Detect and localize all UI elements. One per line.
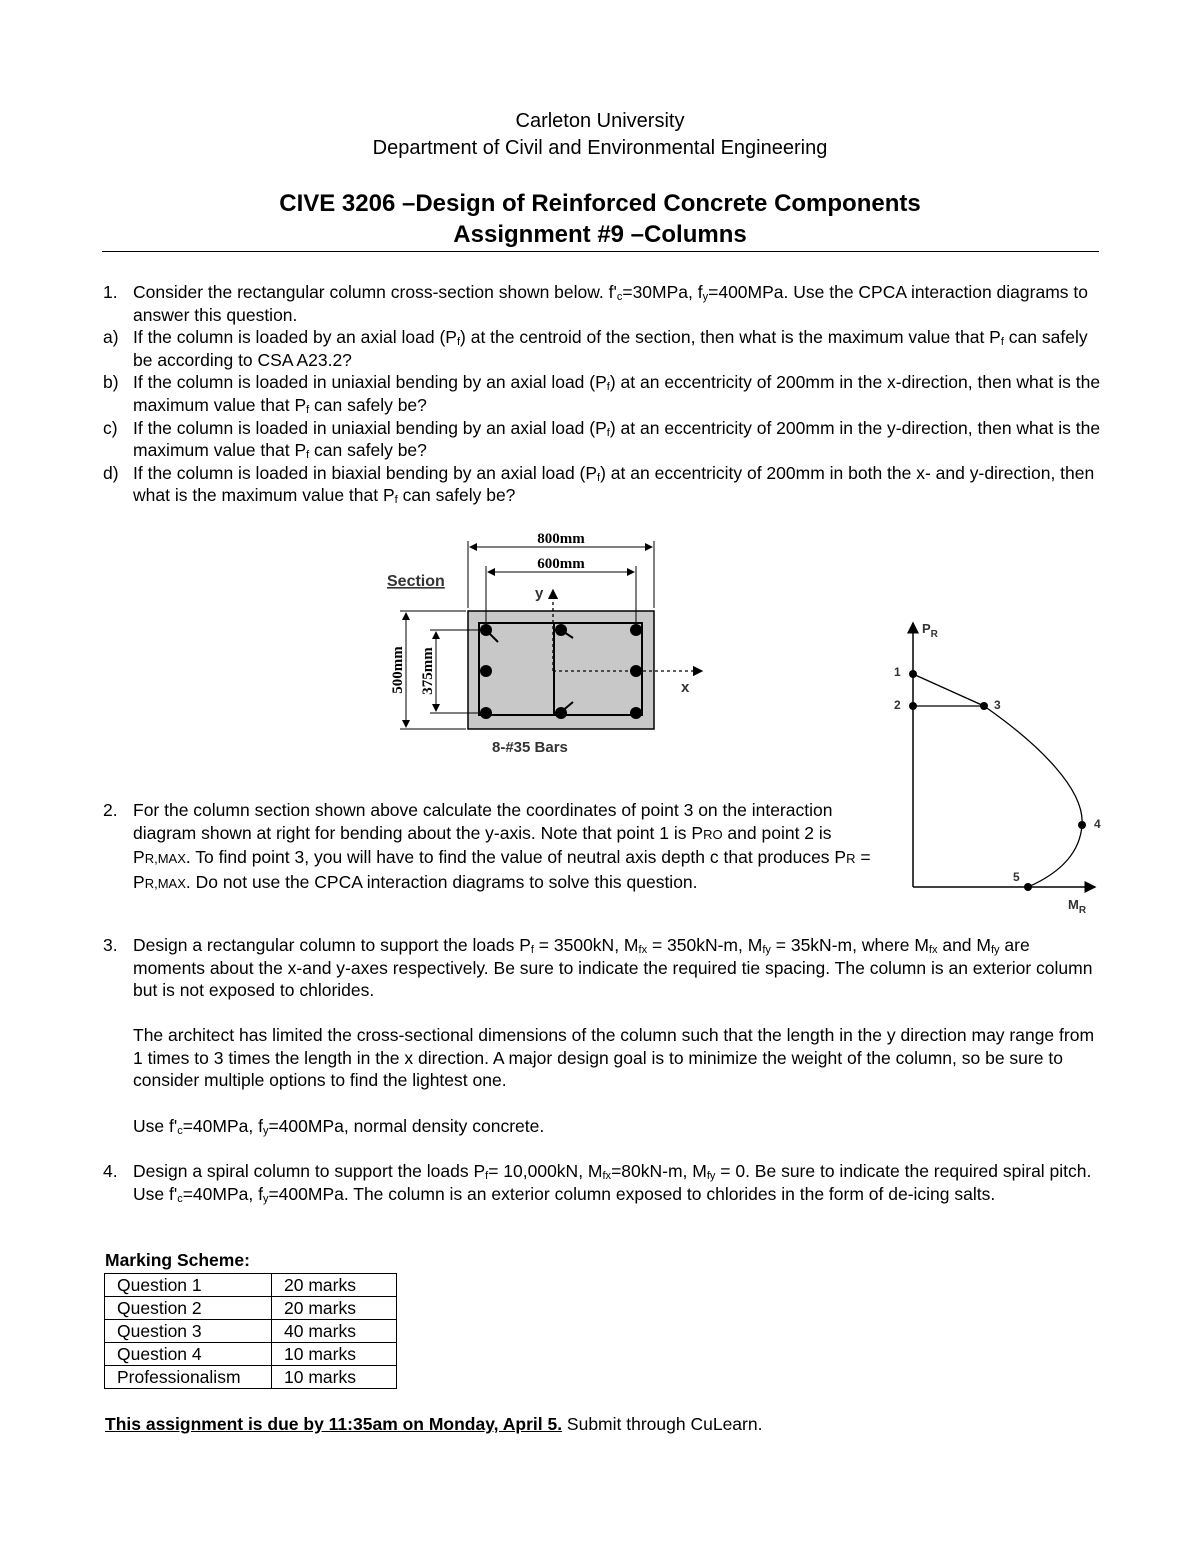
assignment-title: Assignment #9 –Columns	[453, 221, 747, 248]
question-1	[103, 281, 1103, 507]
due-statement	[105, 1414, 762, 1435]
q1-part-c: c) If the column is loaded in uniaxial bending by an axial load $(P_f)$ at an eccentricity of 200mm in the y-direction, then what is the maximum value that $P_f$ can safely be?	[103, 417, 1101, 462]
interaction-diagram	[880, 615, 1110, 920]
y-axis-label: y	[535, 585, 544, 602]
q1-intro: 1. Consider the rectangular column cross-section shown below. $f'_c=30MPa$, $f_y=400MPa$. Use the CPCA interaction diagrams to answer this question.	[103, 282, 1088, 325]
marking-scheme-table	[104, 1273, 397, 1389]
table-row: Question 3 40 marks	[105, 1320, 397, 1343]
outer-width-label: 800mm	[537, 531, 585, 547]
table-row: Question 1 20 marks	[105, 1274, 397, 1297]
point-1-label: 1	[894, 665, 901, 679]
course-title: CIVE 3206 –Design of Reinforced Concrete Components	[279, 190, 921, 217]
point-4	[1078, 821, 1086, 829]
section-title: Section	[387, 573, 445, 590]
rebar	[630, 707, 642, 719]
submission-note: Submit through CuLearn.	[562, 1414, 763, 1434]
point-4-label: 4	[1094, 817, 1101, 831]
table-row: Professionalism 10 marks	[105, 1366, 397, 1389]
department-name: Department of Civil and Environmental Engineering	[372, 137, 828, 159]
rebar	[630, 624, 642, 636]
rebar	[555, 707, 567, 719]
point-3	[980, 702, 988, 710]
question-4: 4. Design a spiral column to support the loads $P_f= 10,000kN$, $M_{fx}=80kN-m$, $M_{fy} = 0$. Be sure to indicate the required spiral pitch. Use $f'_c=40MPa$, $f_y=400MPa$. The column is an exterior column exposed to chlorides in the form of de-icing salts.	[103, 1161, 1092, 1205]
q3-paragraph-3: Use $f'_c=40MPa$, $f_y=400MPa$, normal density concrete.	[133, 1116, 545, 1137]
point-2	[909, 702, 917, 710]
mr-axis-label: $M_R$	[1068, 897, 1087, 916]
pr-axis-label: $P_R$	[922, 621, 938, 640]
header-rule	[102, 251, 1099, 252]
point-1	[909, 670, 917, 678]
question-3: 3. Design a rectangular column to support the loads $P_f = 3500kN$, $M_{fx} = 350kN-m$, $M_{fy} = 35kN-m$, where $M_{fx}$ and $M_{fy}$ are moments about the x-and y-axes respectively. Be sure to indicate the required tie spacing. The column is an exterior column but is not exposed to chlorides.	[103, 935, 1093, 1001]
university-name: Carleton University	[515, 110, 685, 132]
point-3-label: 3	[994, 698, 1001, 712]
question-2: 2. For the column section shown above calculate the coordinates of point 3 on the interaction diagram shown at right for bending about the y-axis. Note that point 1 is PRO and point 2 is PR,MAX. To find point 3, you will have to find the value of neutral axis depth c that produces PR = PR,MAX. Do not use the CPCA interaction diagrams to solve this question.	[103, 800, 871, 892]
point-5-label: 5	[1013, 870, 1020, 884]
q1-part-d: d) If the column is loaded in biaxial bending by an axial load $(P_f)$ at an eccentricity of 200mm in both the x- and y-direction, then what is the maximum value that $P_f$ can safely be?	[103, 462, 1095, 507]
outer-height-label: 500mm	[390, 646, 406, 694]
due-date: This assignment is due by 11:35am on Monday, April 5.	[105, 1414, 563, 1434]
column-section-figure	[380, 530, 720, 765]
x-axis-label: x	[681, 679, 690, 696]
q3-paragraph-2: The architect has limited the cross-sectional dimensions of the column such that the length in the y direction may range from 1 times to 3 times the length in the x direction. A major design goal is to minimize the weight of the column, so be sure to consider multiple options to find the lightest one.	[133, 1025, 1095, 1091]
point-5	[1024, 883, 1032, 891]
rebar	[480, 707, 492, 719]
q1-part-b: b) If the column is loaded in uniaxial bending by an axial load $(P_f)$ at an eccentricity of 200mm in the x-direction, then what is the maximum value that $P_f$ can safely be?	[103, 372, 1101, 416]
table-row: Question 2 20 marks	[105, 1297, 397, 1320]
inner-height-label: 375mm	[420, 647, 436, 695]
table-row: Question 4 10 marks	[105, 1343, 397, 1366]
rebar	[480, 665, 492, 677]
rebar	[480, 624, 492, 636]
inner-width-label: 600mm	[537, 556, 585, 572]
marking-scheme-title: Marking Scheme:	[105, 1250, 250, 1270]
bars-label: 8-#35 Bars	[492, 739, 568, 756]
point-2-label: 2	[894, 698, 901, 712]
q1-part-a: a) If the column is loaded by an axial load $(P_f)$ at the centroid of the section, then what is the maximum value that $P_f$ can safely be according to CSA A23.2?	[103, 327, 1088, 370]
rebar	[555, 624, 567, 636]
